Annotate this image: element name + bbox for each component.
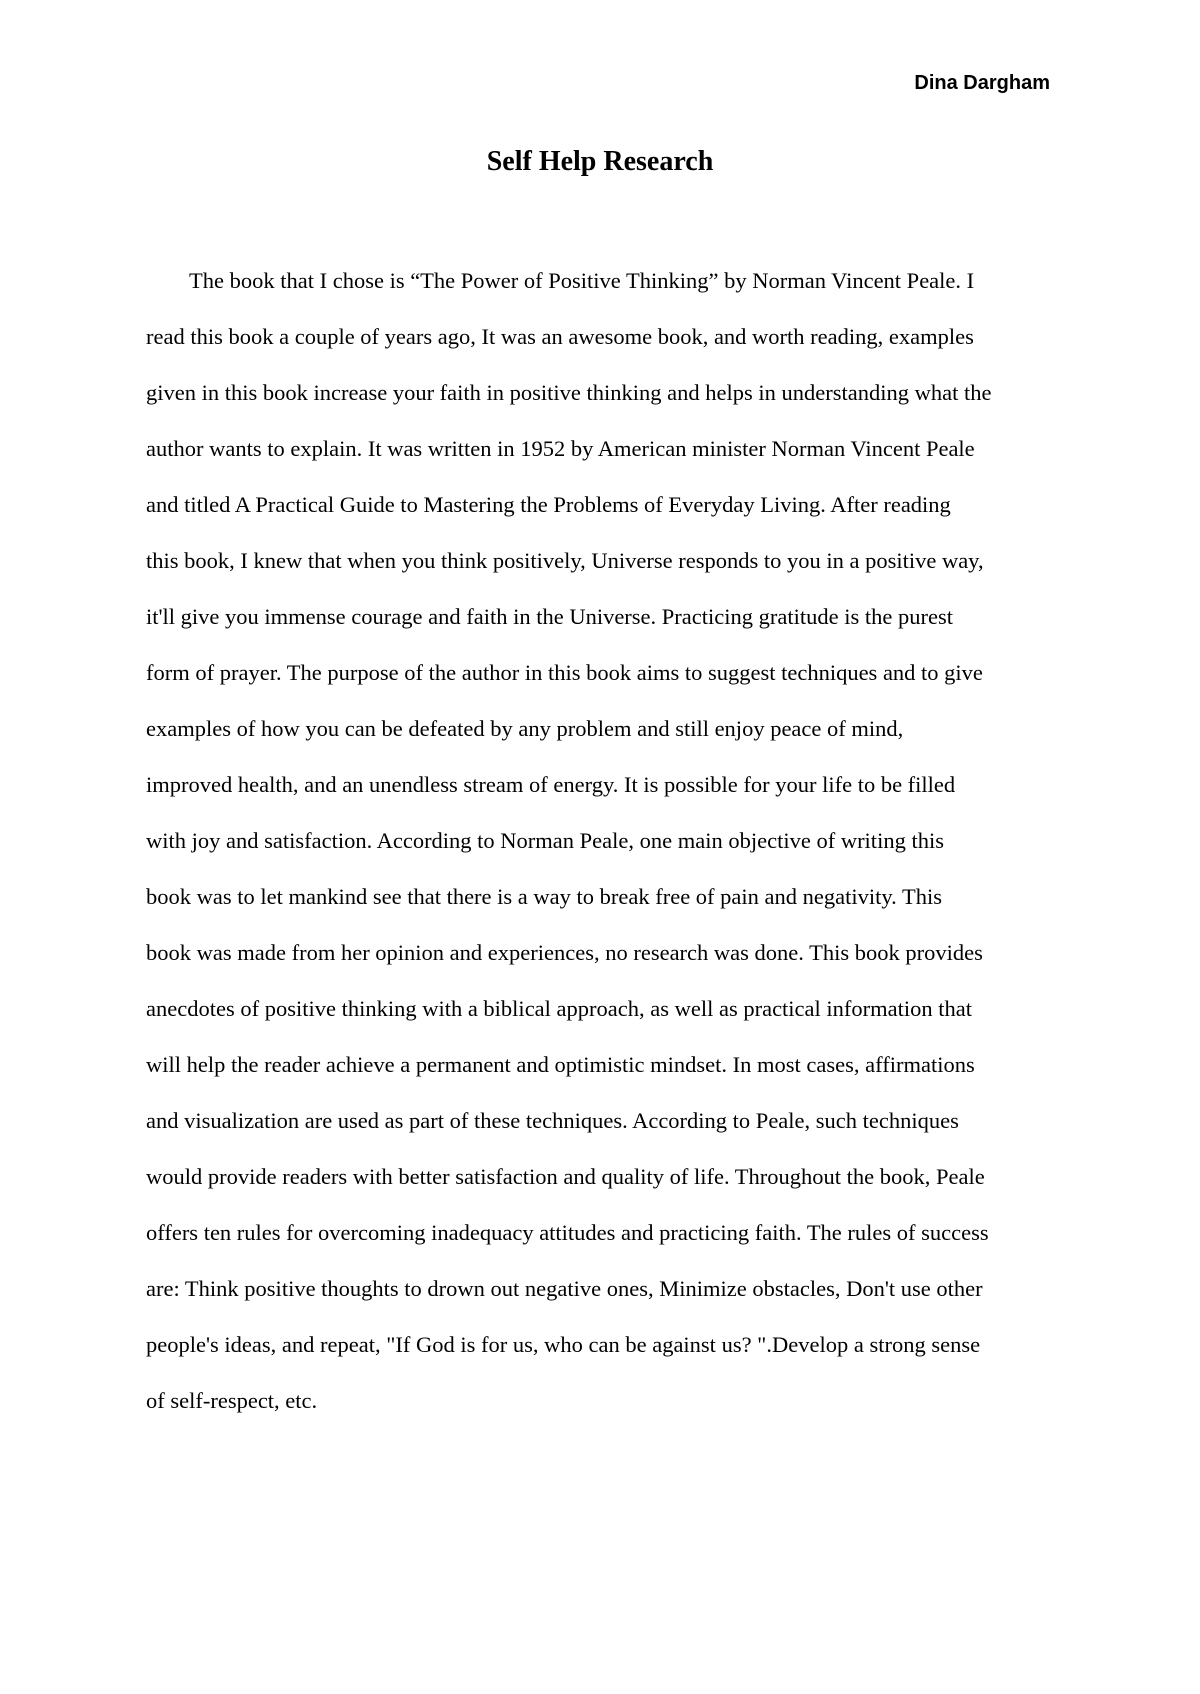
paragraph-line: and titled A Practical Guide to Mastering the Problems of Everyday Living. After reading: [146, 492, 951, 517]
paragraph-line: people's ideas, and repeat, "If God is for us, who can be against us? ".Develop a strong sense: [146, 1332, 981, 1357]
paragraph-line: given in this book increase your faith in positive thinking and helps in understanding what the: [146, 380, 992, 405]
paragraph-line: improved health, and an unendless stream of energy. It is possible for your life to be filled: [146, 772, 956, 797]
paragraph-line: it'll give you immense courage and faith in the Universe. Practicing gratitude is the purest: [146, 604, 953, 629]
paragraph-line: would provide readers with better satisfaction and quality of life. Throughout the book, Peale: [146, 1164, 985, 1189]
paragraph-line: book was made from her opinion and experiences, no research was done. This book provides: [146, 940, 983, 965]
paragraph-line: this book, I knew that when you think positively, Universe responds to you in a positive way,: [146, 548, 984, 573]
paragraph-line: examples of how you can be defeated by any problem and still enjoy peace of mind,: [146, 716, 904, 741]
author-name: Dina Dargham: [914, 72, 1050, 94]
paragraph-line: anecdotes of positive thinking with a biblical approach, as well as practical information that: [146, 996, 972, 1021]
paragraph-line: read this book a couple of years ago, It was an awesome book, and worth reading, examples: [146, 324, 974, 349]
paragraph-line: and visualization are used as part of these techniques. According to Peale, such techniques: [146, 1108, 959, 1133]
paragraph-line: author wants to explain. It was written in 1952 by American minister Norman Vincent Peale: [146, 436, 975, 461]
paragraph-line: book was to let mankind see that there is a way to break free of pain and negativity. This: [146, 884, 943, 909]
body-paragraph: [146, 267, 1066, 1443]
paragraph-line: The book that I chose is “The Power of Positive Thinking” by Norman Vincent Peale. I: [189, 268, 975, 293]
paragraph-line: with joy and satisfaction. According to Norman Peale, one main objective of writing this: [146, 828, 944, 853]
paragraph-line: are: Think positive thoughts to drown out negative ones, Minimize obstacles, Don't use other: [146, 1276, 983, 1301]
paragraph-line: offers ten rules for overcoming inadequacy attitudes and practicing faith. The rules of success: [146, 1220, 989, 1245]
paragraph-line: of self-respect, etc.: [146, 1388, 318, 1413]
document-title: Self Help Research: [486, 146, 714, 177]
paragraph-line: will help the reader achieve a permanent and optimistic mindset. In most cases, affirmations: [146, 1052, 975, 1077]
paragraph-line: form of prayer. The purpose of the author in this book aims to suggest techniques and to give: [146, 660, 983, 685]
